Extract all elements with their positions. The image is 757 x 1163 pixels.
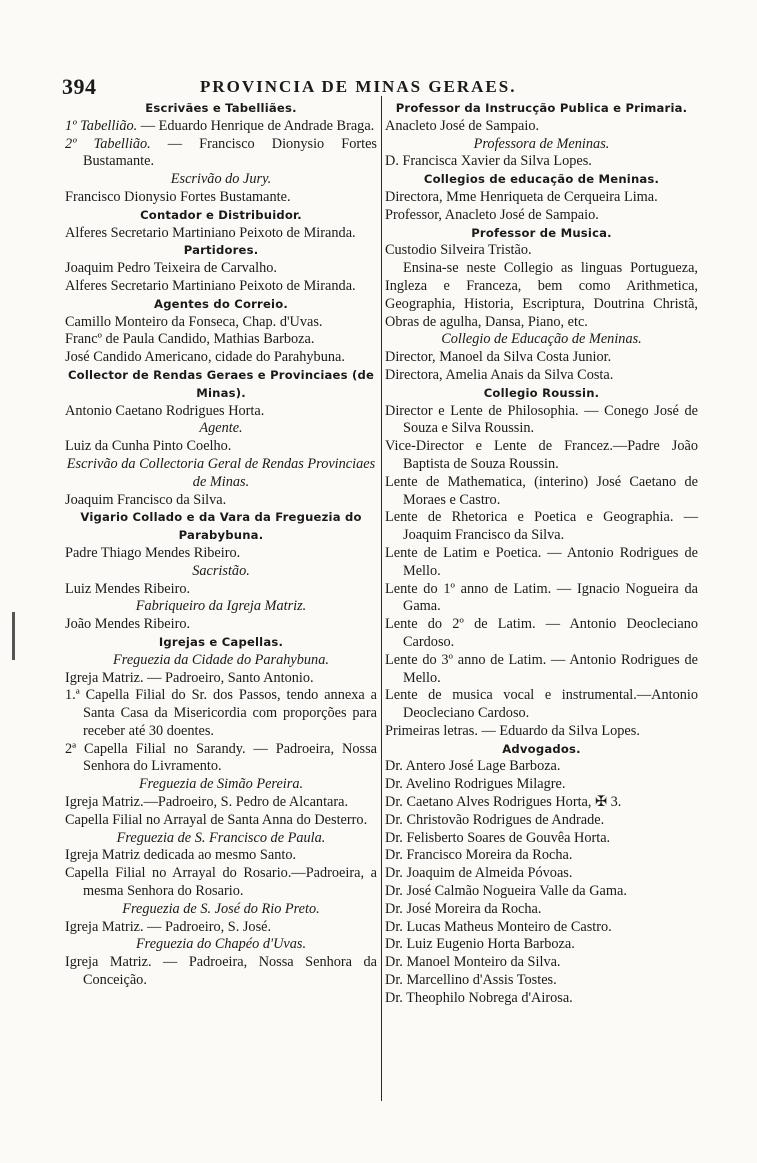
entry-igreja: Igreja Matriz. — Padroeiro, S. José. — [65, 918, 272, 935]
running-title: PROVINCIA DE MINAS GERAES. — [200, 77, 517, 96]
subheading-agente: Agente. — [199, 420, 243, 437]
entry-1-tabelliao: 1º Tabellião. — Eduardo Henrique de Andrade Braga. — [65, 117, 375, 134]
paragraph-ensino: Ensina-se neste Collegio as linguas Portugueza, Ingleza e Franceza, bem como Arithmetica, Geographia, Historia, Escriptura, Doutrina Christã, Obras de agulha, Dansa, Piano, etc. — [385, 260, 698, 330]
entry-advogado: Dr. José Moreira da Rocha. — [385, 900, 542, 917]
entry-igreja: Igreja Matriz. — Padroeira, Nossa Senhora da Conceição. — [65, 954, 377, 989]
entry-lente: Director e Lente de Philosophia. — Conego José de Souza e Silva Roussin. — [385, 402, 698, 437]
subheading-fabriqueiro: Fabriqueiro da Igreja Matriz. — [135, 598, 307, 615]
entry-igreja: Igreja Matriz. — Padroeiro, Santo Antonio. — [65, 669, 314, 686]
entry-advogado: Dr. Marcellino d'Assis Tostes. — [385, 972, 557, 989]
subheading-escrivao-collectoria: Escrivão da Collectoria Geral de Rendas Provinciaes de Minas. — [66, 455, 376, 490]
entry-igreja: Capella Filial no Arrayal do Rosario.—Padroeira, a mesma Senhora do Rosario. — [65, 865, 377, 900]
right-column — [385, 100, 698, 1008]
section-heading-vigario: Vigario Collado e da Vara da Freguezia do Parabybuna. — [80, 510, 362, 543]
entry-advogado: Dr. Caetano Alves Rodrigues Horta, ✠ 3. — [385, 794, 622, 811]
entry-lente: Lente de musica vocal e instrumental.—Antonio Deocleciano Cardoso. — [385, 687, 698, 722]
entry-lente: Vice-Director e Lente de Francez.—Padre João Baptista de Souza Roussin. — [385, 438, 698, 472]
entry-lente: Primeiras letras. — Eduardo da Silva Lopes. — [385, 722, 640, 739]
entry-sacristao: Luiz Mendes Ribeiro. — [65, 580, 191, 597]
entry-vigario: Padre Thiago Mendes Ribeiro. — [65, 544, 241, 561]
subheading-freguezia-sao-jose: Freguezia de S. José do Rio Preto. — [122, 900, 320, 917]
entry-escrivao-collectoria: Joaquim Francisco da Silva. — [65, 491, 227, 508]
entry-directora: Directora, Amelia Anais da Silva Costa. — [385, 366, 614, 383]
entry-advogado: Dr. Luiz Eugenio Horta Barboza. — [385, 936, 575, 953]
subheading-professora-meninas: Professora de Meninas. — [473, 135, 610, 152]
entry-advogado: Dr. Lucas Matheus Monteiro de Castro. — [385, 918, 612, 935]
entry-advogado: Dr. Manoel Monteiro da Silva. — [385, 954, 561, 971]
entry-lente: Lente de Mathematica, (interino) José Caetano de Moraes e Castro. — [385, 473, 698, 508]
entry-igreja: Igreja Matriz dedicada ao mesmo Santo. — [65, 847, 297, 864]
entry-professor: Anacleto José de Sampaio. — [385, 117, 540, 134]
entry-igreja: Capella Filial no Arrayal de Santa Anna do Desterro. — [65, 811, 368, 828]
entry-advogado: Dr. Theophilo Nobrega d'Airosa. — [385, 989, 573, 1006]
subheading-sacristao: Sacristão. — [192, 562, 250, 579]
subheading-escrivao-jury: Escrivão do Jury. — [170, 171, 272, 188]
entry-2-tabelliao: 2º Tabellião. — Francisco Dionysio Fortes Bustamante. — [65, 135, 377, 170]
column-divider — [381, 96, 382, 1101]
section-heading-advogados: Advogados. — [502, 741, 581, 756]
section-heading-musica: Professor de Musica. — [471, 225, 612, 240]
entry-lente: Lente de Latim e Poetica. — Antonio Rodrigues de Mello. — [385, 544, 698, 579]
entry-professor-musica: Custodio Silveira Tristão. — [385, 242, 532, 259]
entry-advogado: Dr. Antero José Lage Barboza. — [385, 758, 561, 775]
entry-agente: José Candido Americano, cidade do Parahybuna. — [65, 349, 345, 366]
subheading-freguezia-sao-francisco: Freguezia de S. Francisco de Paula. — [116, 829, 326, 846]
entry-escrivao-jury: Francisco Dionysio Fortes Bustamante. — [65, 188, 291, 205]
subheading-freguezia-simao-pereira: Freguezia de Simão Pereira. — [138, 776, 304, 793]
entry-professora: D. Francisca Xavier da Silva Lopes. — [385, 153, 592, 170]
entry-lente: Lente do 1º anno de Latim. — Ignacio Nogueira da Gama. — [385, 580, 698, 615]
section-heading-partidores: Partidores. — [183, 243, 259, 258]
entry-advogado: Dr. Felisberto Soares de Gouvêa Horta. — [385, 829, 611, 846]
entry-igreja: 2ª Capella Filial no Sarandy. — Padroeira, Nossa Senhora do Livramento. — [65, 740, 377, 775]
entry-lente: Lente de Rhetorica e Poetica e Geographia. — Joaquim Francisco da Silva. — [385, 509, 698, 544]
entry-fabriqueiro: João Mendes Ribeiro. — [65, 616, 191, 633]
entry-advogado: Dr. Avelino Rodrigues Milagre. — [385, 776, 566, 793]
section-heading-escrivaes: Escrivães e Tabelliães. — [145, 101, 297, 115]
margin-mark — [12, 612, 15, 660]
entry-lente: Lente do 3º anno de Latim. — Antonio Rodrigues de Mello. — [385, 651, 698, 686]
entry-collector: Antonio Caetano Rodrigues Horta. — [65, 402, 265, 419]
entry-igreja: 1.ª Capella Filial do Sr. dos Passos, tendo annexa a Santa Casa da Misericordia com proporções para receber até 30 doentes. — [65, 687, 377, 739]
entry-advogado: Dr. Christovão Rodrigues de Andrade. — [385, 811, 605, 828]
section-heading-agentes-correio: Agentes do Correio. — [154, 296, 288, 311]
section-heading-roussin: Collegio Roussin. — [483, 385, 600, 400]
left-column — [65, 100, 377, 990]
entry-directora: Directora, Mme Henriqueta de Cerqueira Lima. — [385, 188, 658, 205]
subheading-freguezia-parahybuna: Freguezia da Cidade do Parahybuna. — [113, 651, 329, 668]
entry-agente-collectoria: Luiz da Cunha Pinto Coelho. — [65, 438, 232, 455]
entry-advogado: Dr. Francisco Moreira da Rocha. — [385, 847, 573, 864]
section-heading-igrejas: Igrejas e Capellas. — [158, 634, 284, 649]
entry-professor-collegio: Professor, Anacleto José de Sampaio. — [385, 206, 599, 223]
entry-agente: Francº de Paula Candido, Mathias Barboza. — [65, 331, 315, 348]
page-header — [62, 74, 702, 98]
subheading-collegio-educacao: Collegio de Educação de Meninas. — [441, 331, 642, 348]
entry-director: Director, Manoel da Silva Costa Junior. — [385, 349, 612, 366]
section-heading-professor: Professor da Instrucção Publica e Primaria. — [395, 101, 688, 115]
section-heading-contador: Contador e Distribuidor. — [140, 207, 302, 222]
entry-advogado: Dr. José Calmão Nogueira Valle da Gama. — [385, 883, 627, 900]
section-heading-collegios: Collegios de educação de Meninas. — [423, 172, 660, 187]
subheading-freguezia-chapeo-uvas: Freguezia do Chapéo d'Uvas. — [135, 936, 307, 953]
section-heading-collector: Collector de Rendas Geraes e Provinciaes (de Minas). — [67, 367, 375, 400]
entry-partidor: Joaquim Pedro Teixeira de Carvalho. — [65, 260, 277, 277]
entry-igreja: Igreja Matriz.—Padroeiro, S. Pedro de Alcantara. — [65, 794, 349, 811]
entry-lente: Lente do 2º de Latim. — Antonio Deocleciano Cardoso. — [385, 616, 698, 650]
page-number: 394 — [62, 74, 97, 99]
entry-advogado: Dr. Joaquim de Almeida Póvoas. — [385, 865, 573, 882]
entry-partidor: Alferes Secretario Martiniano Peixoto de Miranda. — [65, 277, 356, 294]
entry-agente: Camillo Monteiro da Fonseca, Chap. d'Uvas. — [65, 313, 323, 330]
entry-contador: Alferes Secretario Martiniano Peixoto de Miranda. — [65, 224, 356, 241]
